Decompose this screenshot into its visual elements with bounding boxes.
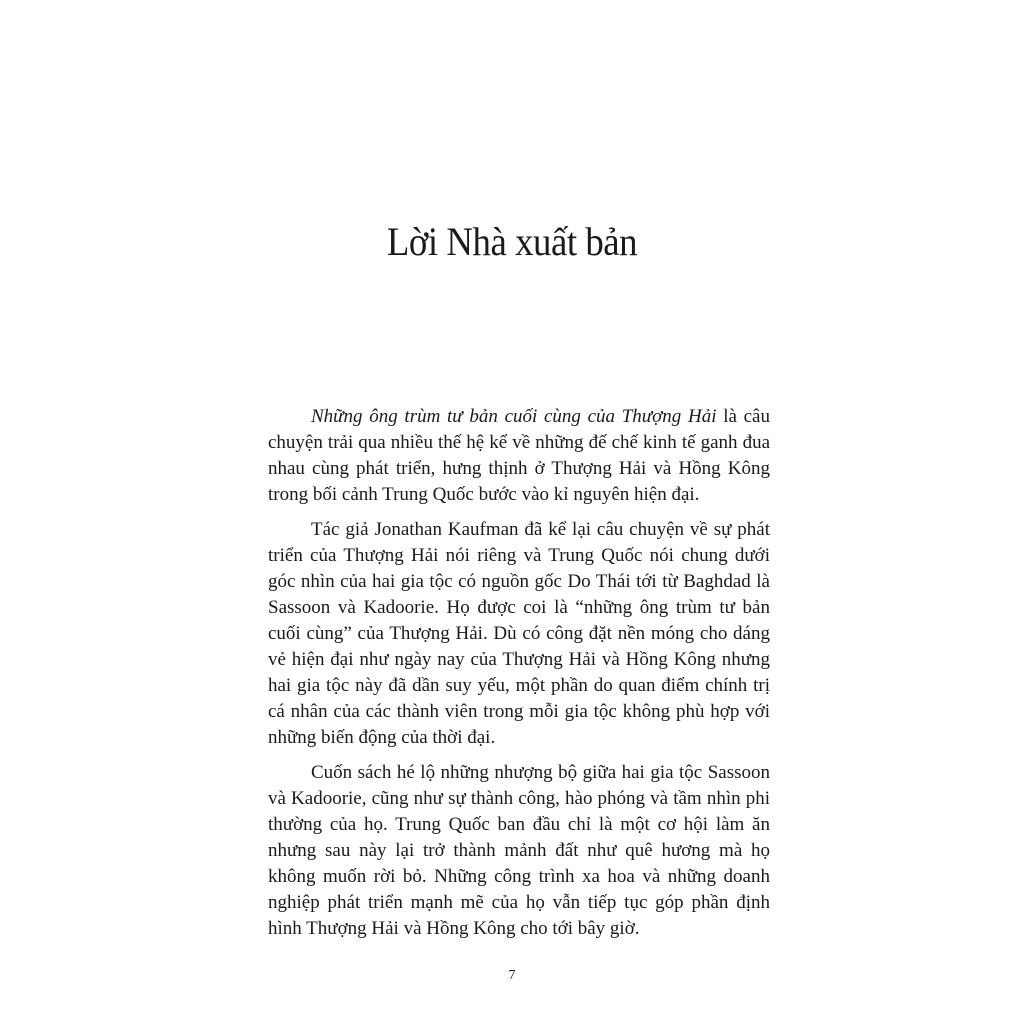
body-text <box>268 404 770 951</box>
paragraph-2: Tác giả Jonathan Kaufman đã kể lại câu chuyện về sự phát triển của Thượng Hải nói riêng và Trung Quốc nói chung dưới góc nhìn của hai gia tộc có nguồn gốc Do Thái tới từ Baghdad là Sassoon và Kadoorie. Họ được coi là “những ông trùm tư bản cuối cùng” của Thượng Hải. Dù có công đặt nền móng cho dáng vẻ hiện đại như ngày nay của Thượng Hải và Hồng Kông nhưng hai gia tộc này đã dần suy yếu, một phần do quan điểm chính trị cá nhân của các thành viên trong mỗi gia tộc không phù hợp với những biến động của thời đại. <box>268 519 770 748</box>
paragraph-1 <box>268 404 770 508</box>
book-title-italic: Những ông trùm tư bản cuối cùng của Thượng Hải <box>311 406 717 427</box>
paragraph-3: Cuốn sách hé lộ những nhượng bộ giữa hai gia tộc Sassoon và Kadoorie, cũng như sự thành công, hào phóng và tầm nhìn phi thường của họ. Trung Quốc ban đầu chỉ là một cơ hội làm ăn nhưng sau này lại trở thành mảnh đất như quê hương mà họ không muốn rời bỏ. Những công trình xa hoa và những doanh nghiệp phát triển mạnh mẽ của họ vẫn tiếp tục góp phần định hình Thượng Hải và Hồng Kông cho tới bây giờ. <box>268 762 770 939</box>
page-number: 7 <box>508 968 516 983</box>
chapter-title: Lời Nhà xuất bản <box>386 219 638 264</box>
paragraph-1-text: là câu chuyện trải qua nhiều thế hệ kể về những đế chế kinh tế ganh đua nhau cùng phát triển, hưng thịnh ở Thượng Hải và Hồng Kông trong bối cảnh Trung Quốc bước vào kỉ nguyên hiện đại. <box>268 406 770 505</box>
